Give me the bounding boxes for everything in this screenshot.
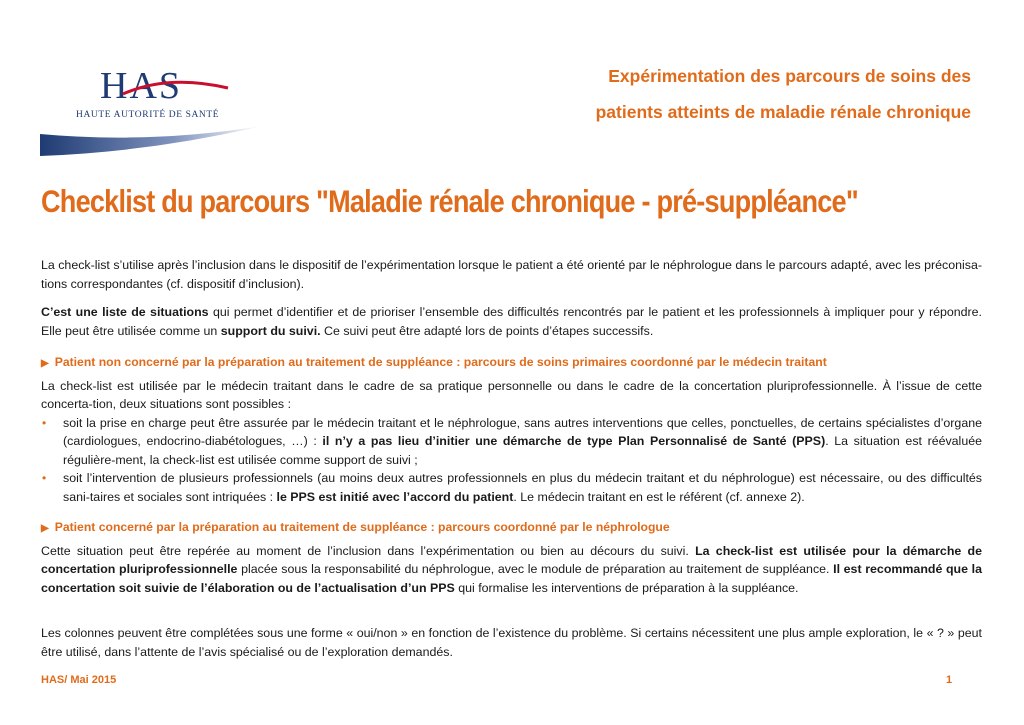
section-2-bold-2: Il est recommandé que la concertation soit suivie de l’élaboration ou de l’actualisation d’un PPS xyxy=(41,562,982,595)
page-number: 1 xyxy=(946,674,953,686)
section-1-heading xyxy=(41,353,982,374)
section-1-list xyxy=(41,414,982,507)
list-item xyxy=(41,414,982,470)
page-title: Checklist du parcours "Maladie rénale chronique - pré-suppléance" xyxy=(41,183,858,219)
bullet-1-text-2: . La situation est réévaluée régulière-ment, la check-list est utilisée comme support de suivi ; xyxy=(63,434,982,467)
section-1-intro: La check-list est utilisée par le médecin traitant dans le cadre de sa pratique personnelle ou dans le cadre de la concertation pluriprofessionnelle. À l’issue de cette concerta-tion, deux situations sont possibles : xyxy=(41,378,982,411)
bullet-icon: • xyxy=(42,471,47,485)
triangle-arrow-icon: ▶ xyxy=(41,523,49,534)
document-body xyxy=(41,256,982,661)
closing-paragraph: Les colonnes peuvent être complétées sous une forme « oui/non » en fonction de l’existence du problème. Si certains nécessitent une plus ample exploration, le « ? » peut être utilisé, dans l’attente de l’avis spécialisé ou de l’exploration demandés. xyxy=(41,626,982,659)
bullet-2-text-1: soit l’intervention de plusieurs professionnels (au moins deux autres professionnels en plus du médecin traitant et du néphrologue) est nécessaire, ou des difficultés sani-taires et sociales sont intriquées : xyxy=(63,471,982,504)
logo-acronym: HAS xyxy=(100,65,183,107)
footer-source: HAS/ Mai 2015 xyxy=(41,674,117,686)
section-2-heading xyxy=(41,518,982,539)
document-header xyxy=(596,58,971,130)
section-2-heading-text: Patient concerné par la préparation au traitement de suppléance : parcours coordonné par le néphrologue xyxy=(54,520,670,534)
section-2-text-3: qui formalise les interventions de préparation à la suppléance. xyxy=(454,580,799,595)
header-line-2: patients atteints de maladie rénale chronique xyxy=(595,102,971,122)
header-line-1: Expérimentation des parcours de soins des xyxy=(608,66,971,86)
intro-text-1: qui permet d’identifier et de prioriser l’ensemble des difficultés rencontrés par le patient et les professionnels à impliquer pour y répondre. Elle peut être utilisée comme un xyxy=(41,305,982,338)
bullet-2-bold: le PPS est initié avec l’accord du patient xyxy=(276,489,514,504)
section-2-text-2: placée sous la responsabilité du néphrologue, avec le module de préparation au traitement de suppléance. xyxy=(237,562,834,576)
logo-swoosh-icon xyxy=(40,122,265,158)
section-2-paragraph xyxy=(41,542,982,598)
list-item xyxy=(41,469,982,506)
triangle-arrow-icon: ▶ xyxy=(41,358,49,369)
bullet-1-bold: il n’y a pas lieu d’initier une démarche de type Plan Personnalisé de Santé (PPS) xyxy=(322,434,826,448)
has-logo xyxy=(40,60,270,160)
intro-paragraph-2 xyxy=(41,303,982,340)
bullet-2-text-2: . Le médecin traitant en est le référent (cf. annexe 2). xyxy=(513,489,805,504)
logo-subtitle: HAUTE AUTORITÉ DE SANTÉ xyxy=(76,110,220,120)
bullet-icon: • xyxy=(42,415,47,430)
section-2-bold-1: La check-list est utilisée pour la démarche de concertation pluriprofessionnelle xyxy=(41,543,983,576)
section-2-text-1: Cette situation peut être repérée au moment de l’inclusion dans l’expérimentation ou bien au décours du suivi. xyxy=(41,543,696,558)
logo-red-arc-icon xyxy=(118,78,238,108)
intro-bold-2: support du suivi. xyxy=(220,323,321,338)
section-1-heading-text: Patient non concerné par la préparation au traitement de suppléance : parcours de soins primaires coordonné par le médecin traitant xyxy=(54,355,827,369)
bullet-1-text-1: soit la prise en charge peut être assurée par le médecin traitant et le néphrologue, sans autres interventions que celles, ponctuelles, de certains spécialistes d’organe (cardiologues, endocrino-diabétologues, …) : xyxy=(63,415,982,448)
intro-bold-1: C’est une liste de situations xyxy=(41,305,209,319)
intro-text-2: Ce suivi peut être adapté lors de points d’étapes successifs. xyxy=(320,323,654,338)
intro-paragraph-1: La check-list s’utilise après l’inclusion dans le dispositif de l’expérimentation lorsque le patient a été orienté par le néphrologue dans le parcours adapté, avec les préconisa-tions correspondantes (cf. dispositif d’inclusion). xyxy=(41,258,982,291)
